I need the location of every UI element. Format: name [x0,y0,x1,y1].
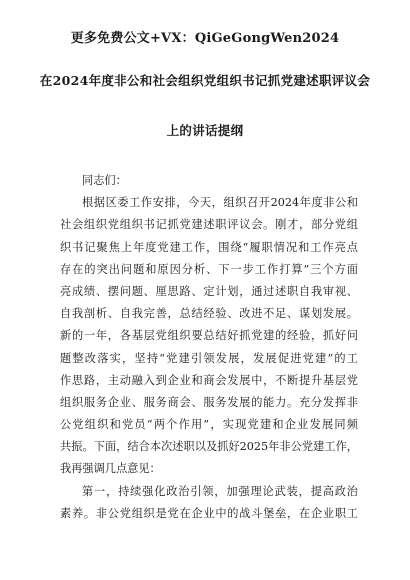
body-line: 自我剖析、自我完善，总结经验、改进不足、谋划发展。 [60,307,358,321]
body-line: 新的一年，各基层党组织要总结好抓党建的经验，抓好问 [60,329,358,343]
body-line: 织书记聚焦上年度党建工作，围绕“履职情况和工作亮点 [60,240,358,254]
body-line: 第一，持续强化政治引领，加强理论武装，提高政治 [82,484,358,498]
body-line: 素养。非公党组织是党在企业中的战斗堡垒，在企业职工 [60,506,358,520]
promo-header: 更多免费公文+VX：QiGeGongWen2024 [70,31,340,46]
document-title-line-1: 在2024年度非公和社会组织党组织书记抓党建述职评议会 [39,73,371,88]
body-line: 作思路，主动融入到企业和商会发展中，不断提升基层党 [60,373,358,387]
body-line: 根据区委工作安排，今天，组织召开2024年度非公和 [82,196,358,210]
body-line: 社会组织党组织书记抓党建述职评议会。刚才，部分党组 [60,218,358,232]
body-line: 存在的突出问题和原因分析、下一步工作打算”三个方面 [60,262,358,276]
body-line: 组织服务企业、服务商会、服务发展的能力。充分发挥非 [60,395,358,409]
greeting: 同志们： [82,174,127,187]
body-line: 公党组织和党员“两个作用”，实现党建和企业发展同频 [60,418,358,432]
document-body [60,170,358,525]
body-line: 共振。下面，结合本次述职以及抓好2025年非公党建工作， [60,440,358,454]
body-line: 题整改落实，坚持“党建引领发展，发展促进党建”的工 [60,351,358,365]
body-line: 我再强调几点意见： [60,462,161,476]
document-title-line-2: 上的讲话提纲 [166,123,244,138]
body-line: 亮成绩、摆问题、厘思路、定计划，通过述职自我审视、 [60,284,358,298]
